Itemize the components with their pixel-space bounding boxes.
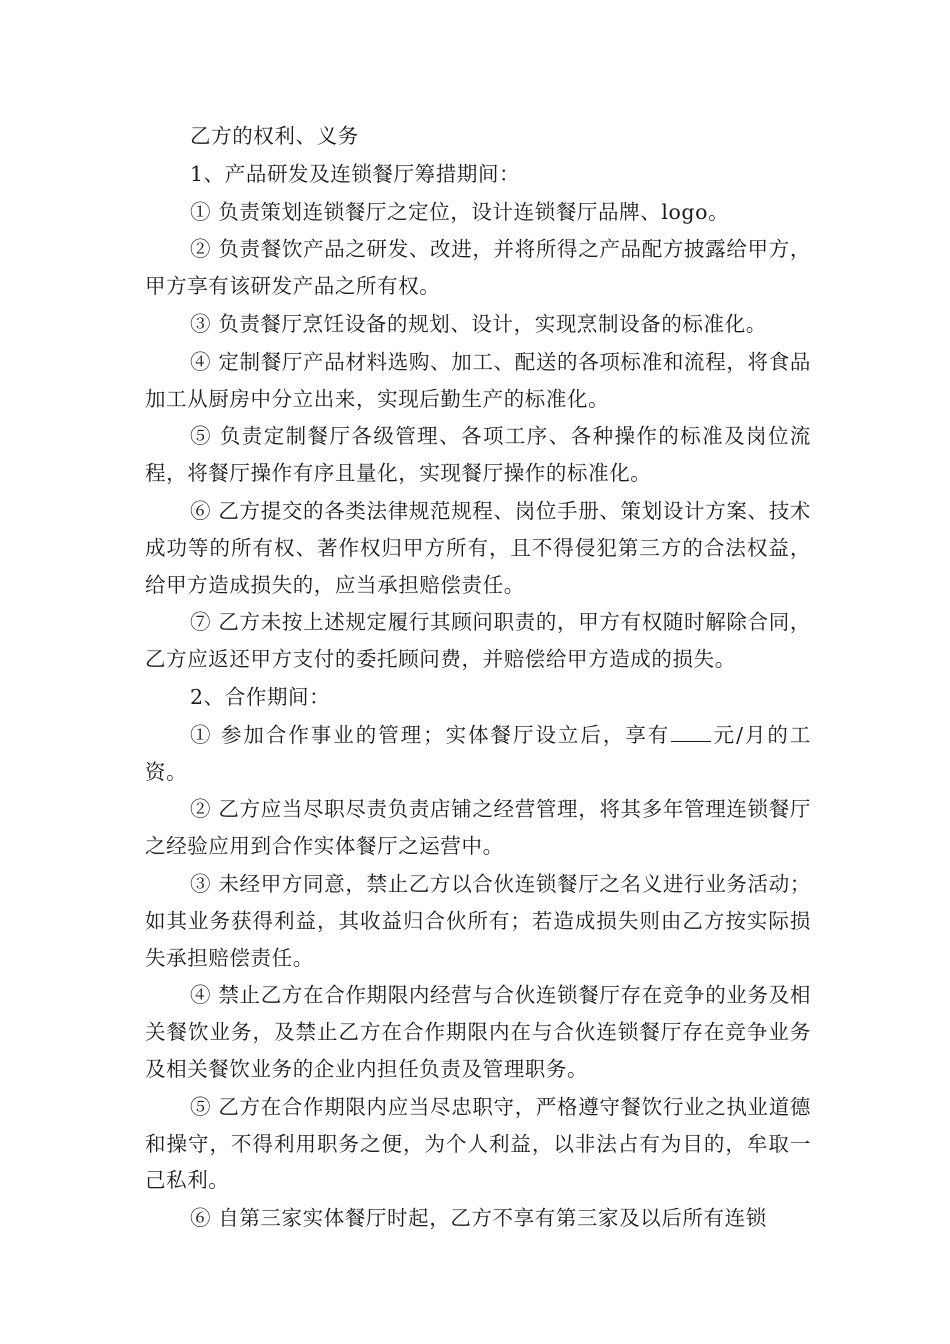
section2-item-3: ③ 未经甲方同意，禁止乙方以合伙连锁餐厅之名义进行业务活动；如其业务获得利益，其收益归合伙所有；若造成损失则由乙方按实际损失承担赔偿责任。 — [145, 871, 811, 970]
document-body — [145, 118, 811, 1238]
section-heading: 乙方的权利、义务 — [190, 124, 359, 148]
section1-title: 1、产品研发及连锁餐厅筹措期间： — [190, 161, 521, 186]
section2-item-4: ④ 禁止乙方在合作期限内经营与合伙连锁餐厅存在竞争的业务及相关餐饮业务，及禁止乙方在合作期限内在与合伙连锁餐厅存在竞争业务及相关餐饮业务的企业内担任负责及管理职务。 — [145, 983, 811, 1081]
salary-text-after: 元/月的工资。 — [145, 722, 811, 784]
salary-text-before: ① 参加合作事业的管理；实体餐厅设立后，享有 — [190, 722, 671, 747]
section1-item-5: ⑤ 负责定制餐厅各级管理、各项工序、各种操作的标准及岗位流程，将餐厅操作有序且量化，实现餐厅操作的标准化。 — [145, 424, 811, 486]
section1-item-3: ③ 负责餐厅烹饪设备的规划、设计，实现烹制设备的标准化。 — [190, 311, 767, 336]
section2-item-5: ⑤ 乙方在合作期限内应当尽忠职守，严格遵守餐饮行业之执业道德和操守，不得利用职务之便，为个人利益，以非法占有为目的，牟取一己私利。 — [145, 1094, 811, 1193]
salary-blank-line — [671, 721, 711, 742]
section1-item-6: ⑥ 乙方提交的各类法律规范规程、岗位手册、策划设计方案、技术成功等的所有权、著作权归甲方所有，且不得侵犯第三方的合法权益，给甲方造成损失的，应当承担赔偿责任。 — [145, 498, 811, 597]
section1-item-4: ④ 定制餐厅产品材料选购、加工、配送的各项标准和流程，将食品加工从厨房中分立出来，实现后勤生产的标准化。 — [145, 349, 811, 411]
section2-item-2: ② 乙方应当尽职尽责负责店铺之经营管理，将其多年管理连锁餐厅之经验应用到合作实体餐厅之运营中。 — [145, 797, 811, 859]
section2-title: 2、合作期间： — [190, 684, 331, 709]
section1-item-7: ⑦ 乙方未按上述规定履行其顾问职责的，甲方有权随时解除合同，乙方应返还甲方支付的委托顾问费，并赔偿给甲方造成的损失。 — [145, 610, 811, 672]
section2-item-1 — [145, 717, 811, 791]
section1-item-1: ① 负责策划连锁餐厅之定位，设计连锁餐厅品牌、logo。 — [190, 199, 730, 224]
section2-item-6: ⑥ 自第三家实体餐厅时起，乙方不享有第三家及以后所有连锁 — [190, 1206, 767, 1231]
section1-item-2: ② 负责餐饮产品之研发、改进，并将所得之产品配方披露给甲方，甲方享有该研发产品之所有权。 — [145, 237, 811, 299]
